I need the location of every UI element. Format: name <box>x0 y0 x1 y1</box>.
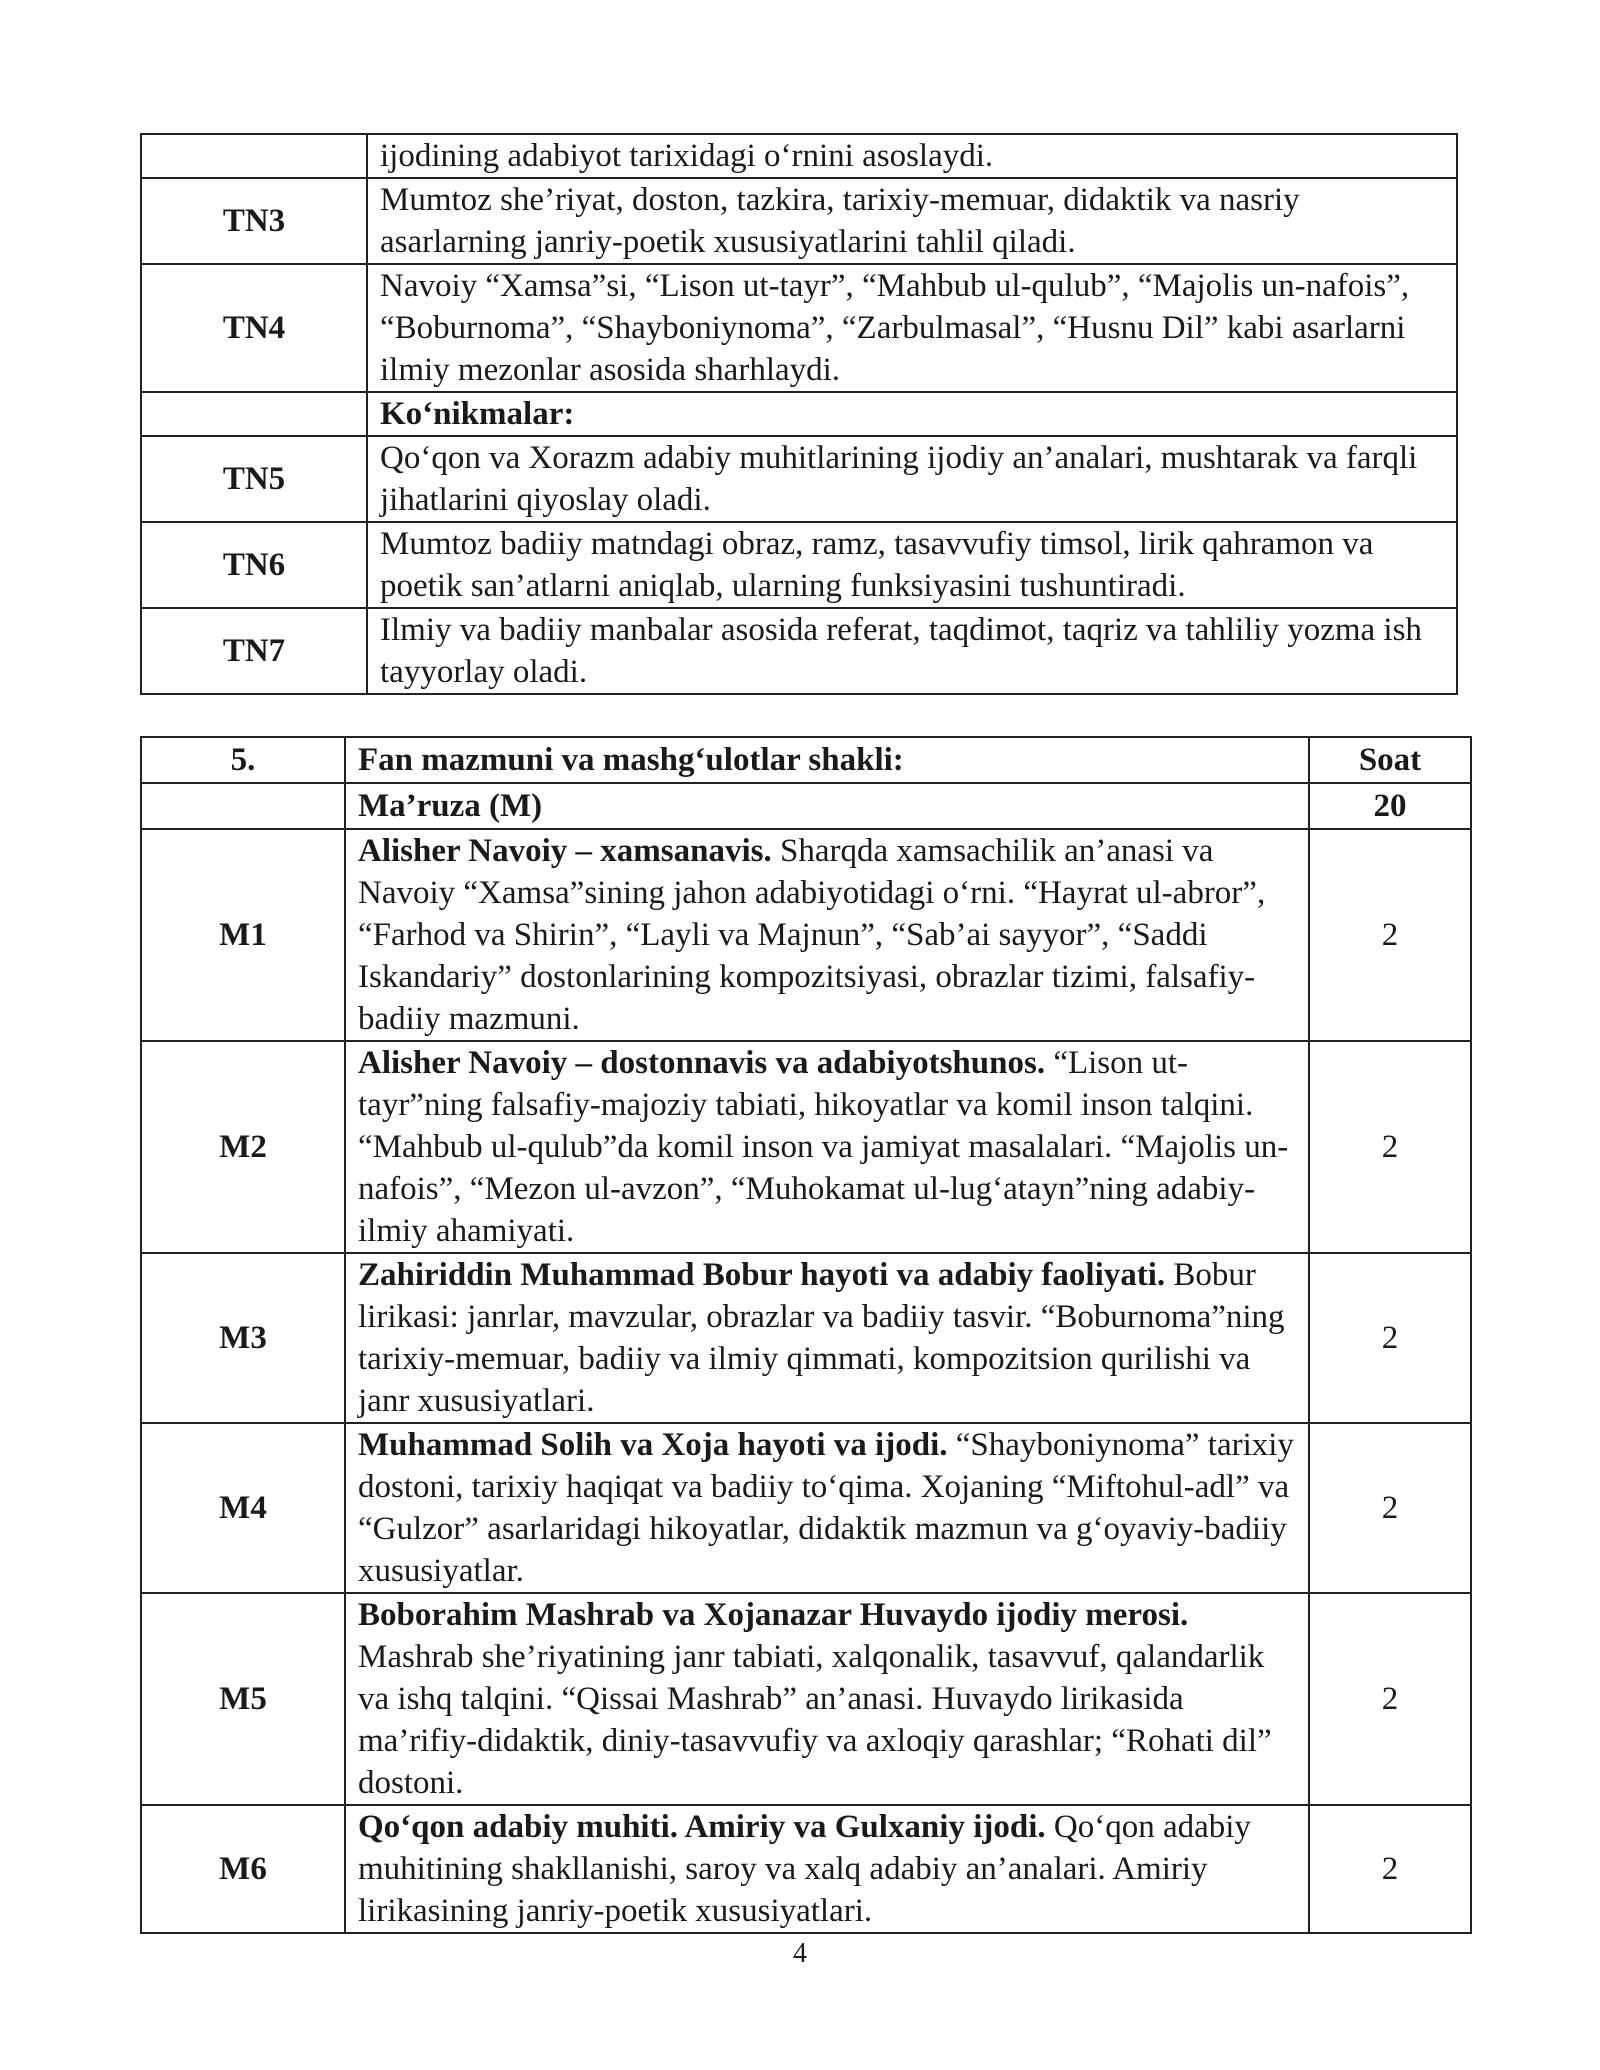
table-row <box>141 1253 1471 1423</box>
lecture-description: Bobur lirikasi: janrlar, mavzular, obrazlar va badiiy tasvir. “Boburnoma”ning tarixiy-memuar, badiiy va ilmiy qimmati, kompozitsion qurilishi va janr xususiyatlari. <box>358 1257 1285 1419</box>
table-row <box>141 1423 1471 1593</box>
outcome-text: Qo‘qon va Xorazm adabiy muhitlarining ijodiy an’analari, mushtarak va farqli jihatlarini qiyoslay oladi. <box>367 436 1457 522</box>
table-row <box>141 522 1457 608</box>
lecture-hours: 2 <box>1309 1041 1471 1253</box>
lecture-code: M5 <box>141 1593 345 1805</box>
outcome-code <box>141 392 367 436</box>
lecture-description: Mashrab she’riyatining janr tabiati, xalqonalik, tasavvuf, qalandarlik va ishq talqini. “Qissai Mashrab” an’anasi. Huvaydo lirikasida ma’rifiy-didaktik, diniy-tasavvufiy va axloqiy qarashlar; “Rohati dil” dostoni. <box>358 1639 1272 1801</box>
lecture-total-hours: 20 <box>1309 783 1471 829</box>
table-row <box>141 1593 1471 1805</box>
table-row <box>141 608 1457 694</box>
outcome-text: Navoiy “Xamsa”si, “Lison ut-tayr”, “Mahbub ul-qulub”, “Majolis un-nafois”, “Boburnoma”, “Shayboniynoma”, “Zarbulmasal”, “Husnu Dil” kabi asarlarni ilmiy mezonlar asosida sharhlaydi. <box>367 264 1457 392</box>
lecture-content <box>345 829 1309 1041</box>
lecture-topic: Zahiriddin Muhammad Bobur hayoti va adabiy faoliyati. <box>358 1257 1166 1293</box>
lecture-topic: Alisher Navoiy – xamsanavis. <box>358 833 772 869</box>
outcomes-table <box>140 133 1458 695</box>
outcome-code: TN3 <box>141 178 367 264</box>
lecture-content <box>345 1253 1309 1423</box>
lecture-hours: 2 <box>1309 1423 1471 1593</box>
lecture-description: “Lison ut-tayr”ning falsafiy-majoziy tabiati, hikoyatlar va komil inson talqini. “Mahbub ul-qulub”da komil inson va jamiyat masalalari. “Majolis un-nafois”, “Mezon ul-avzon”, “Muhokamat ul-lug‘atayn”ning adabiy-ilmiy ahamiyati. <box>358 1045 1289 1249</box>
outcome-text: ijodining adabiyot tarixidagi o‘rnini asoslaydi. <box>367 134 1457 178</box>
outcome-text: Mumtoz she’riyat, doston, tazkira, tarixiy-memuar, didaktik va nasriy asarlarning janriy-poetik xususiyatlarini tahlil qiladi. <box>367 178 1457 264</box>
table-header-row <box>141 737 1471 783</box>
table-row <box>141 436 1457 522</box>
lecture-content <box>345 1423 1309 1593</box>
empty-cell <box>141 783 345 829</box>
table-row <box>141 1041 1471 1253</box>
outcome-text: Mumtoz badiiy matndagi obraz, ramz, tasavvufiy timsol, lirik qahramon va poetik san’atlarni aniqlab, ularning funksiyasini tushuntiradi. <box>367 522 1457 608</box>
table-row <box>141 392 1457 436</box>
outcome-code: TN6 <box>141 522 367 608</box>
lecture-content <box>345 1593 1309 1805</box>
table-row <box>141 134 1457 178</box>
page-number: 4 <box>793 1938 807 1969</box>
lecture-hours: 2 <box>1309 1253 1471 1423</box>
table-subheader-row <box>141 783 1471 829</box>
lecture-label: Ma’ruza (M) <box>345 783 1309 829</box>
lecture-hours: 2 <box>1309 1805 1471 1933</box>
section-label-skills: Ko‘nikmalar: <box>367 392 1457 436</box>
lecture-content <box>345 1805 1309 1933</box>
lecture-description: Qo‘qon adabiy muhitining shakllanishi, saroy va xalq adabiy an’analari. Amiriy lirikasining janriy-poetik xususiyatlari. <box>358 1809 1251 1929</box>
hours-header: Soat <box>1309 737 1471 783</box>
lecture-code: M4 <box>141 1423 345 1593</box>
outcome-code: TN7 <box>141 608 367 694</box>
course-content-table <box>140 736 1472 1934</box>
lecture-code: M3 <box>141 1253 345 1423</box>
lecture-topic: Qo‘qon adabiy muhiti. Amiriy va Gulxaniy ijodi. <box>358 1809 1046 1845</box>
section-number: 5. <box>141 737 345 783</box>
lecture-code: M2 <box>141 1041 345 1253</box>
lecture-description: “Shayboniynoma” tarixiy dostoni, tarixiy haqiqat va badiiy to‘qima. Xojaning “Miftohul-adl” va “Gulzor” asarlaridagi hikoyatlar, didaktik mazmun va g‘oyaviy-badiiy xususiyatlar. <box>358 1427 1294 1589</box>
section-title: Fan mazmuni va mashg‘ulotlar shakli: <box>345 737 1309 783</box>
table-row <box>141 829 1471 1041</box>
outcome-code <box>141 134 367 178</box>
lecture-description: Sharqda xamsachilik an’anasi va Navoiy “Xamsa”sining jahon adabiyotidagi o‘rni. “Hayrat ul-abror”, “Farhod va Shirin”, “Layli va Majnun”, “Sab’ai sayyor”, “Saddi Iskandariy” dostonlarining kompozitsiyasi, obrazlar tizimi, falsafiy-badiiy mazmuni. <box>358 833 1266 1037</box>
outcome-code: TN5 <box>141 436 367 522</box>
lecture-code: M1 <box>141 829 345 1041</box>
outcome-text: Ilmiy va badiiy manbalar asosida referat, taqdimot, taqriz va tahliliy yozma ish tayyorlay oladi. <box>367 608 1457 694</box>
table-row <box>141 1805 1471 1933</box>
table-row <box>141 264 1457 392</box>
lecture-topic: Muhammad Solih va Xoja hayoti va ijodi. <box>358 1427 948 1463</box>
lecture-code: M6 <box>141 1805 345 1933</box>
lecture-content <box>345 1041 1309 1253</box>
outcome-code: TN4 <box>141 264 367 392</box>
lecture-topic: Boborahim Mashrab va Xojanazar Huvaydo ijodiy merosi. <box>358 1597 1189 1633</box>
lecture-hours: 2 <box>1309 829 1471 1041</box>
lecture-hours: 2 <box>1309 1593 1471 1805</box>
table-row <box>141 178 1457 264</box>
lecture-topic: Alisher Navoiy – dostonnavis va adabiyotshunos. <box>358 1045 1046 1081</box>
